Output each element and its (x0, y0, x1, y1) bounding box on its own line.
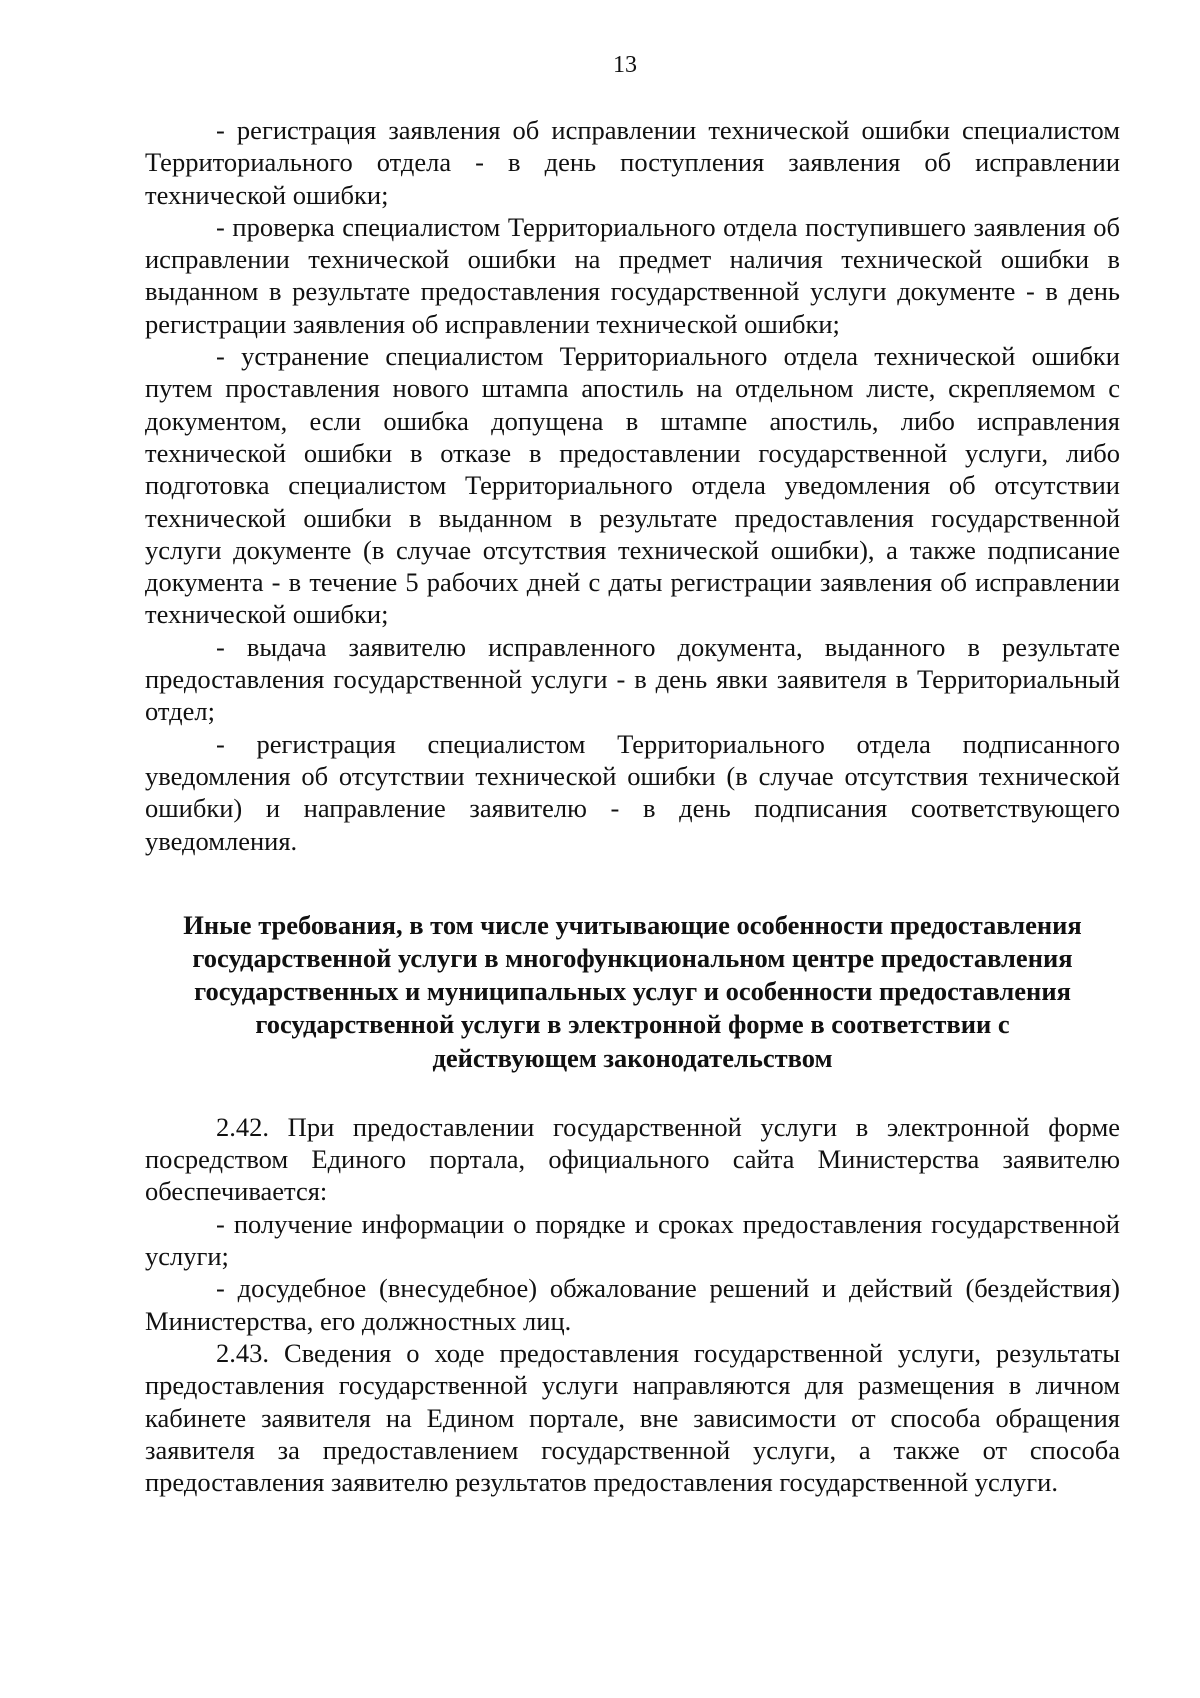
heading-line: государственной услуги в электронной форме в соответствии с (255, 1009, 1010, 1040)
heading-line: государственной услуги в многофункциональном центре предоставления (192, 943, 1073, 974)
paragraph-correction-of-error: - устранение специалистом Территориального отдела технической ошибки путем проставления нового штампа апостиль на отдельном листе, скрепляемом с документом, если ошибка допущена в штампе апостиль, либо исправления технической ошибки в отказе в предоставлении государственной услуги, либо подготовка специалистом Территориального отдела уведомления об отсутствии технической ошибки в выданном в результате предоставления государственной услуги документе (в случае отсутствия технической ошибки), а также подписание документа - в течение 5 рабочих дней с даты регистрации заявления об исправлении технической ошибки; (145, 341, 1120, 630)
section-heading (145, 909, 1120, 1075)
paragraph-pretrial-appeal: - досудебное (внесудебное) обжалование решений и действий (бездействия) Министерства, его должностных лиц. (145, 1273, 1120, 1336)
paragraph-registration-of-application: - регистрация заявления об исправлении технической ошибки специалистом Территориального отдела - в день поступления заявления об исправлении технической ошибки; (145, 115, 1120, 210)
paragraph-issuance-of-document: - выдача заявителю исправленного документа, выданного в результате предоставления государственной услуги - в день явки заявителя в Территориальный отдел; (145, 631, 1120, 727)
paragraph-verification-of-application: - проверка специалистом Территориального отдела поступившего заявления об исправлении технической ошибки на предмет наличия технической ошибки в выданном в результате предоставления государственной услуги документе - в день регистрации заявления об исправлении технической ошибки; (145, 211, 1120, 339)
paragraph-registration-of-notice: - регистрация специалистом Территориального отдела подписанного уведомления об отсутствии технической ошибки (в случае отсутствия технической ошибки) и направление заявителю - в день подписания соответствующего уведомления. (145, 728, 1120, 856)
document-body (145, 114, 1120, 1498)
page-number: 13 (613, 52, 637, 78)
paragraph-2-42: 2.42. При предоставлении государственной услуги в электронной форме посредством Единого портала, официального сайта Министерства заявителю обеспечивается: (145, 1111, 1120, 1207)
paragraph-obtaining-information: - получение информации о порядке и сроках предоставления государственной услуги; (145, 1208, 1120, 1272)
heading-line: действующем законодательством (432, 1042, 833, 1073)
heading-line: Иные требования, в том числе учитывающие особенности предоставления (183, 909, 1082, 940)
heading-line: государственных и муниципальных услуг и особенности предоставления (194, 976, 1071, 1007)
paragraph-2-43: 2.43. Сведения о ходе предоставления государственной услуги, результаты предоставления государственной услуги направляются для размещения в личном кабинете заявителя на Едином портале, вне зависимости от способа обращения заявителя за предоставлением государственной услуги, а также от способа предоставления заявителю результатов предоставления государственной услуги. (145, 1337, 1120, 1498)
